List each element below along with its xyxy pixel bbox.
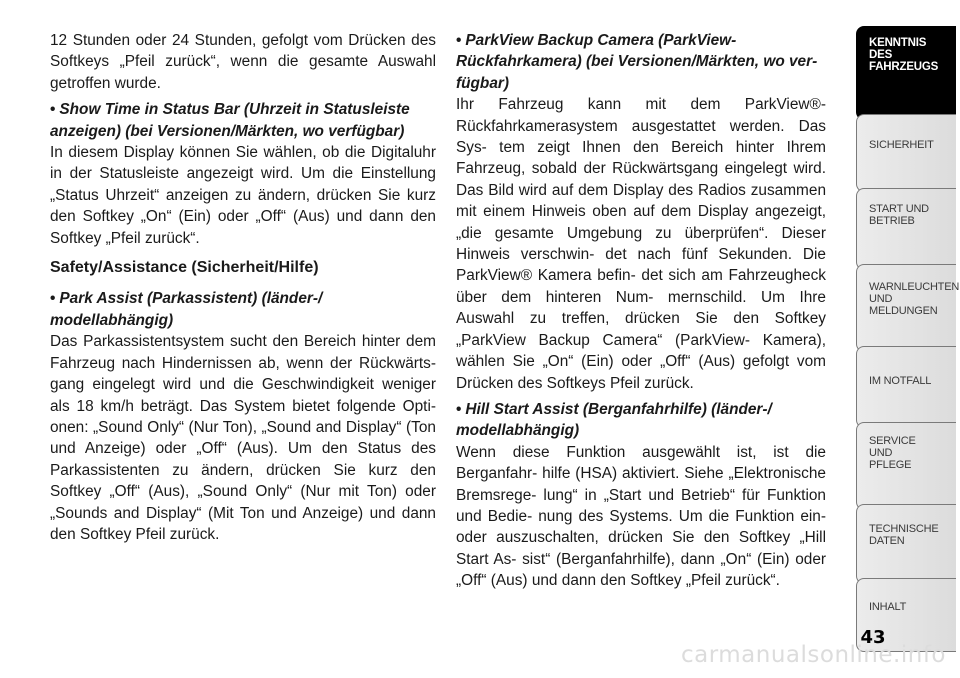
intro-paragraph: 12 Stunden oder 24 Stunden, gefolgt vom Drücken des Softkeys „Pfeil zurück“, wenn die gesamte Auswahl getroffen wurde. [50, 32, 436, 92]
park-assist-paragraph: Das Parkassistentsystem sucht den Bereich hinter dem Fahrzeug nach Hindernissen ab, wenn der Rückwärts- gang eingelegt wird und die Geschwindigkeit weniger als 18 km/h beträgt. Das System bietet folgende Opti- onen: „Sound Only“ (Nur Ton), „Sound and Display“ (Ton und Anzeige) oder „Off“ (Aus). Um den Status des Parkassistenten zu ändern, drücken Sie kurz den Softkey „Off“ (Aus), „Sound Only“ (Nur mit Ton) oder „Sounds and Display“ (Mit Ton und Anzeige) und dann den Softkey Pfeil zurück. [50, 333, 436, 543]
tab-notfall[interactable]: IM NOTFALL [856, 346, 956, 428]
tab-kenntnis[interactable]: KENNTNIS DES FAHRZEUGS [856, 26, 956, 120]
right-column [456, 30, 826, 592]
left-column [50, 30, 436, 545]
tab-inhalt[interactable]: INHALT [856, 578, 956, 652]
tab-sicherheit[interactable]: SICHERHEIT [856, 114, 956, 192]
section-heading-safety: Safety/Assistance (Sicherheit/Hilfe) [50, 259, 319, 277]
bullet-heading-park-assist: • Park Assist (Parkassistent) (länder-/ modellabhängig) [50, 290, 323, 329]
show-time-paragraph: In diesem Display können Sie wählen, ob die Digitaluhr in der Statusleiste angezeigt wird. Um die Einstellung „Status Uhrzeit“ anzeigen zu ändern, drücken Sie kurz den Softkey „On“ (Ein) oder „Off“ (Aus) und dann den Softkey „Pfeil zurück“. [50, 144, 436, 247]
parkview-paragraph: Ihr Fahrzeug kann mit dem ParkView®- Rückfahrkamerasystem ausgestattet werden. Das Sys- tem zeigt Ihnen den Bereich hinter Ihrem Fahrzeug, sobald der Rückwärtsgang eingelegt wird. Das Bild wird auf dem Display des Radios zusammen mit einem Hinweis oben auf dem Display angezeigt, „die gesamte Umgebung zu überprüfen“. Dieser Hinweis verschwin- det nach fünf Sekunden. Die ParkView® Kamera befin- det sich am Fahrzeugheck über dem hinteren Num- mernschild. Um Ihre Auswahl zu treffen, drücken Sie den Softkey „ParkView Backup Camera“ (ParkView- Kamera), wählen Sie „On“ (Ein) oder „Off“ (Aus) gefolgt vom Drücken des Softkeys Pfeil zurück. [456, 96, 826, 392]
bullet-heading-show-time: • Show Time in Status Bar (Uhrzeit in Statusleiste anzeigen) (bei Versionen/Märkten, wo verfügbar) [50, 101, 410, 140]
watermark: carmanualsonline.info [680, 642, 946, 668]
bullet-dot-icon: • [456, 32, 462, 49]
bullet-dot-icon: • [50, 290, 56, 308]
tab-technische-daten[interactable]: TECHNISCHE DATEN [856, 504, 956, 584]
tab-warnleuchten[interactable]: WARNLEUCHTEN UND MELDUNGEN [856, 264, 956, 352]
chapter-sidebar [856, 26, 960, 646]
hill-start-paragraph: Wenn diese Funktion ausgewählt ist, ist die Berganfahr- hilfe (HSA) aktiviert. Siehe „Elektronische Bremsrege- lung“ in „Start und Betrieb“ für Funktion und Bedie- nung des Systems. Um die Funktion ein- oder auszuschalten, drücken Sie den Softkey „Hill Start As- sist“ (Berganfahrhilfe), dann „On“ (Ein) oder „Off“ (Aus) und dann den Softkey „Pfeil zurück“. [456, 443, 826, 590]
bullet-heading-hill-start: • Hill Start Assist (Berganfahrhilfe) (länder-/ modellabhängig) [456, 400, 772, 440]
bullet-dot-icon: • [50, 101, 56, 119]
bullet-dot-icon: • [456, 400, 462, 418]
bullet-heading-parkview: • ParkView Backup Camera (ParkView- Rückfahrkamera) (bei Versionen/Märkten, wo ver- fügbar) [456, 32, 818, 92]
tab-start-betrieb[interactable]: START UND BETRIEB [856, 188, 956, 270]
tab-service[interactable]: SERVICE UND PFLEGE [856, 422, 956, 510]
page-number: 43 [860, 627, 886, 648]
